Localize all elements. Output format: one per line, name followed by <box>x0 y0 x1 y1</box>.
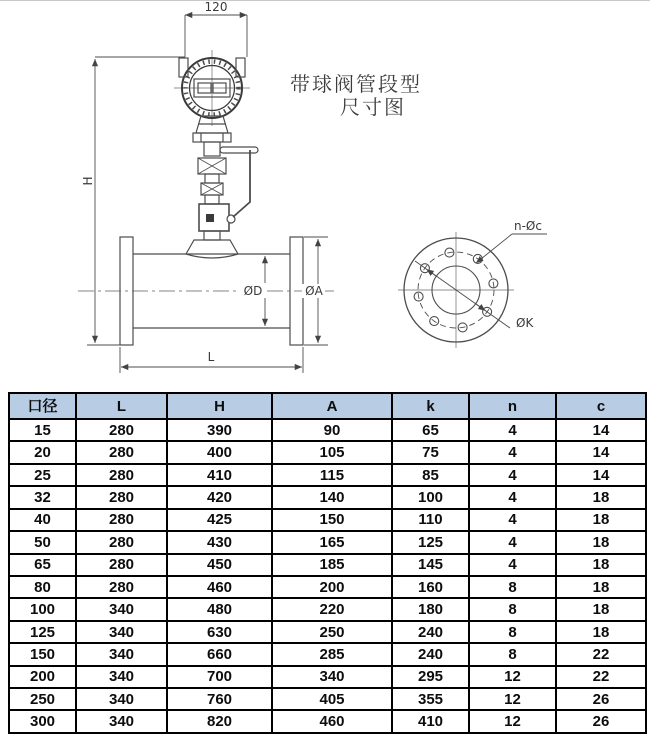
table-cell: 180 <box>392 598 469 620</box>
table-cell: 250 <box>9 688 76 710</box>
table-cell: 8 <box>469 621 556 643</box>
spec-table-body <box>9 419 646 733</box>
column-header-6: c <box>556 393 646 419</box>
table-cell: 420 <box>167 486 272 508</box>
table-cell: 340 <box>76 643 167 665</box>
table-cell: 100 <box>9 598 76 620</box>
table-cell: 18 <box>556 486 646 508</box>
table-cell: 20 <box>9 441 76 463</box>
table-cell: 8 <box>469 576 556 598</box>
table-cell: 115 <box>272 464 392 486</box>
table-cell: 185 <box>272 554 392 576</box>
table-row-80 <box>9 576 646 598</box>
table-row-40 <box>9 509 646 531</box>
column-header-0: 口径 <box>9 393 76 419</box>
table-cell: 26 <box>556 688 646 710</box>
table-cell: 150 <box>272 509 392 531</box>
table-cell: 18 <box>556 509 646 531</box>
table-cell: 4 <box>469 509 556 531</box>
table-row-250 <box>9 688 646 710</box>
table-cell: 65 <box>9 554 76 576</box>
dim-label-120: 120 <box>204 0 228 14</box>
table-cell: 240 <box>392 621 469 643</box>
table-cell: 15 <box>9 419 76 441</box>
column-header-5: n <box>469 393 556 419</box>
table-cell: 280 <box>76 441 167 463</box>
table-cell: 250 <box>272 621 392 643</box>
drawing-title-line2: 尺寸图 <box>340 95 406 119</box>
table-cell: 105 <box>272 441 392 463</box>
table-cell: 8 <box>469 643 556 665</box>
table-cell: 340 <box>76 688 167 710</box>
table-cell: 4 <box>469 464 556 486</box>
table-cell: 14 <box>556 464 646 486</box>
table-cell: 355 <box>392 688 469 710</box>
column-header-2: H <box>167 393 272 419</box>
table-cell: 145 <box>392 554 469 576</box>
dim-label-H: H <box>81 176 95 186</box>
drawing-title-line1: 带球阀管段型 <box>290 72 422 96</box>
table-cell: 125 <box>392 531 469 553</box>
table-cell: 26 <box>556 710 646 733</box>
dimensions <box>87 15 328 373</box>
column-header-1: L <box>76 393 167 419</box>
table-cell: 110 <box>392 509 469 531</box>
dim-label-L: L <box>207 350 215 364</box>
table-row-100 <box>9 598 646 620</box>
table-row-200 <box>9 666 646 688</box>
table-cell: 4 <box>469 531 556 553</box>
table-cell: 18 <box>556 598 646 620</box>
table-cell: 240 <box>392 643 469 665</box>
table-cell: 22 <box>556 643 646 665</box>
table-cell: 390 <box>167 419 272 441</box>
table-cell: 425 <box>167 509 272 531</box>
pipe-section <box>78 237 334 345</box>
side-pin <box>220 147 258 153</box>
table-cell: 280 <box>76 554 167 576</box>
table-row-32 <box>9 486 646 508</box>
table-cell: 32 <box>9 486 76 508</box>
column-header-4: k <box>392 393 469 419</box>
mounting-ear-left <box>179 58 188 77</box>
table-row-65 <box>9 554 646 576</box>
label-bolt-circle: ØK <box>516 316 534 330</box>
table-cell: 14 <box>556 441 646 463</box>
spec-table <box>8 392 647 734</box>
table-cell: 295 <box>392 666 469 688</box>
label-bolt-holes: n-Øc <box>514 219 542 233</box>
table-cell: 140 <box>272 486 392 508</box>
flange-end-view <box>398 232 547 348</box>
table-row-300 <box>9 710 646 733</box>
table-cell: 220 <box>272 598 392 620</box>
spec-table-header-row <box>9 393 646 419</box>
table-cell: 340 <box>76 710 167 733</box>
dim-label-A: ØA <box>305 284 323 298</box>
table-row-25 <box>9 464 646 486</box>
table-cell: 75 <box>392 441 469 463</box>
table-cell: 280 <box>76 531 167 553</box>
table-cell: 630 <box>167 621 272 643</box>
table-cell: 200 <box>9 666 76 688</box>
table-cell: 18 <box>556 576 646 598</box>
table-cell: 4 <box>469 554 556 576</box>
stem-flange <box>193 133 231 142</box>
table-cell: 4 <box>469 441 556 463</box>
table-cell: 410 <box>392 710 469 733</box>
table-cell: 200 <box>272 576 392 598</box>
table-row-50 <box>9 531 646 553</box>
table-cell: 340 <box>76 598 167 620</box>
table-row-125 <box>9 621 646 643</box>
table-cell: 430 <box>167 531 272 553</box>
table-cell: 65 <box>392 419 469 441</box>
table-cell: 460 <box>167 576 272 598</box>
table-cell: 340 <box>272 666 392 688</box>
table-cell: 450 <box>167 554 272 576</box>
table-cell: 280 <box>76 576 167 598</box>
valve-handle <box>233 150 250 217</box>
table-cell: 4 <box>469 419 556 441</box>
table-cell: 90 <box>272 419 392 441</box>
table-cell: 660 <box>167 643 272 665</box>
table-cell: 4 <box>469 486 556 508</box>
table-cell: 340 <box>76 621 167 643</box>
table-cell: 80 <box>9 576 76 598</box>
table-cell: 125 <box>9 621 76 643</box>
table-cell: 100 <box>392 486 469 508</box>
mounting-ear-right <box>236 58 245 77</box>
table-cell: 50 <box>9 531 76 553</box>
table-cell: 18 <box>556 554 646 576</box>
table-cell: 400 <box>167 441 272 463</box>
table-cell: 280 <box>76 419 167 441</box>
table-cell: 165 <box>272 531 392 553</box>
table-cell: 18 <box>556 621 646 643</box>
table-cell: 150 <box>9 643 76 665</box>
table-cell: 300 <box>9 710 76 733</box>
table-cell: 12 <box>469 710 556 733</box>
table-cell: 18 <box>556 531 646 553</box>
table-cell: 14 <box>556 419 646 441</box>
table-cell: 12 <box>469 666 556 688</box>
column-header-3: A <box>272 393 392 419</box>
table-cell: 700 <box>167 666 272 688</box>
table-cell: 12 <box>469 688 556 710</box>
dim-label-D: ØD <box>243 284 263 298</box>
table-cell: 280 <box>76 509 167 531</box>
table-row-150 <box>9 643 646 665</box>
table-cell: 8 <box>469 598 556 620</box>
table-cell: 410 <box>167 464 272 486</box>
table-cell: 280 <box>76 486 167 508</box>
table-cell: 460 <box>272 710 392 733</box>
table-cell: 820 <box>167 710 272 733</box>
table-cell: 40 <box>9 509 76 531</box>
table-cell: 22 <box>556 666 646 688</box>
table-cell: 280 <box>76 464 167 486</box>
weld-saddle <box>186 240 238 258</box>
table-row-15 <box>9 419 646 441</box>
table-cell: 160 <box>392 576 469 598</box>
table-cell: 25 <box>9 464 76 486</box>
table-cell: 760 <box>167 688 272 710</box>
table-cell: 85 <box>392 464 469 486</box>
table-cell: 285 <box>272 643 392 665</box>
meter-assembly <box>174 50 258 258</box>
table-cell: 480 <box>167 598 272 620</box>
table-cell: 405 <box>272 688 392 710</box>
table-cell: 340 <box>76 666 167 688</box>
table-row-20 <box>9 441 646 463</box>
